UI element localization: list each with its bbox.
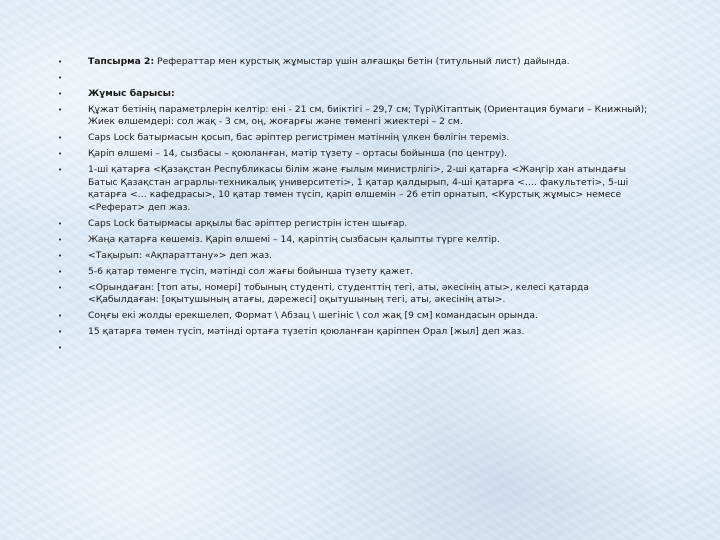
bullet-icon: • [58,251,63,260]
step-item [56,250,656,262]
step-text: 1-ші қатарға <Қазақстан Республикасы білім және ғылым министрлігі>, 2-ші қатарға <Жәңгір хан атындағы Батыс Қазақстан аграрлы-техникалық университеті>, 1 қатар қалдырып, 4-ші қатарға <…. факультеті>, 5-ші қатарға <… кафедрасы>, 10 қатар төмен түсіп, қаріп өлшемін – 26 етіп орнатып, <Курстық жұмыс> немесе <Реферат> деп жаз. [88,164,629,213]
bullet-icon: • [58,283,63,292]
instruction-list [56,56,656,354]
task-text: Рефераттар мен курстық жұмыстар үшін алғашқы бетін (титульный лист) дайында. [154,56,570,67]
task-label: Тапсырма 2: [88,56,155,67]
step-item [56,310,656,322]
bullet-icon: • [58,219,63,228]
bullet-icon: • [58,134,63,143]
step-item [56,218,656,230]
step-text: 15 қатарға төмен түсіп, мәтінді ортаға түзетіп қоюланған қаріппен Орал [жыл] деп жаз. [88,326,525,338]
bullet-icon: • [58,267,63,276]
step-item [56,148,656,160]
step-item [56,234,656,246]
bullet-icon: • [58,105,63,114]
step-text: <Орындаған: [топ аты, номері] тобының студенті, студенттің тегі, аты, әкесінің аты>, келесі қатарда <Қабылдаған: [оқытушының атағы, дәрежесі] оқытушының тегі, аты, әкесінің аты>. [88,281,589,306]
step-item [56,266,656,278]
step-text: Жаңа қатарға көшеміз. Қаріп өлшемі – 14, қаріптің сызбасын қалыпты түрге келтір. [88,233,500,245]
step-text: Құжат бетінің параметрлерін келтір: ені - 21 см, биіктігі – 29,7 см; Түрі\Кітаптық (Ориентация бумаги – Книжный); Жиек өлшемдері: сол жақ - 3 см, оң, жоғарғы және төменгі жиектері – 2 см. [88,103,648,128]
bullet-icon: • [58,328,63,337]
slide-content [56,56,656,358]
step-text: Соңғы екі жолды ерекшелеп, Формат \ Абзац \ шегініс \ сол жақ [9 см] командасын орында. [88,310,538,322]
step-item [56,132,656,144]
bullet-icon: • [58,312,63,321]
step-item [56,164,656,214]
step-item [56,326,656,338]
empty-item [56,342,656,354]
step-item [56,282,656,307]
empty-item [56,72,656,84]
step-text: 5-6 қатар төменге түсіп, мәтінді сол жағы бойынша түзету қажет. [88,265,414,277]
step-text: Caps Lock батырмасын қосып, бас әріптер регистрімен мәтіннің үлкен бөлігін тереміз. [88,132,510,144]
step-text: Caps Lock батырмасы арқылы бас әріптер регистрін істен шығар. [88,217,408,229]
bullet-icon: • [58,74,63,82]
bullet-icon: • [58,166,63,175]
bullet-icon: • [58,89,63,98]
bullet-icon: • [58,150,63,159]
step-text: Қаріп өлшемі – 14, сызбасы – қоюланған, мәтір түзету – ортасы бойынша (по центру). [88,148,508,160]
step-item [56,104,656,129]
task-item [56,56,656,68]
bullet-icon: • [58,235,63,244]
bullet-icon: • [58,58,63,66]
workflow-heading: Жұмыс барысы: [88,87,175,99]
workflow-heading-item [56,88,656,100]
bullet-icon: • [58,344,63,353]
step-text: <Тақырып: «Ақпараттану»> деп жаз. [88,249,273,261]
